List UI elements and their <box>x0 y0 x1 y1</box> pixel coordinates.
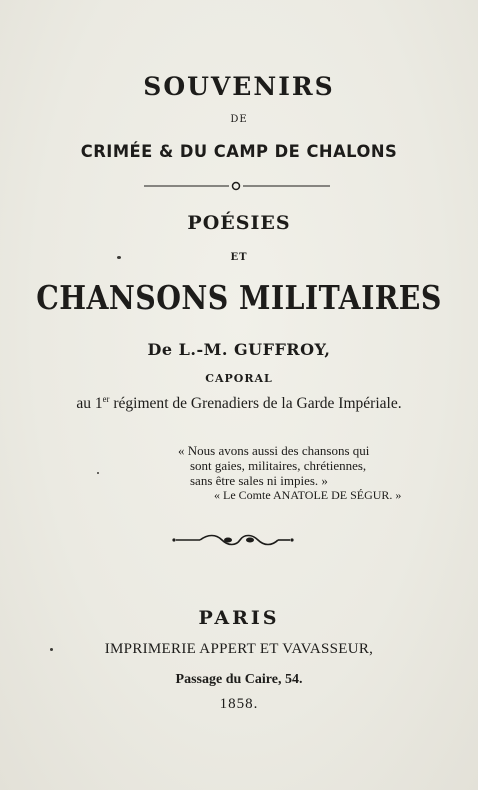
ink-speck <box>97 472 99 474</box>
title-crimee: CRIMÉE & DU CAMP DE CHALONS <box>80 142 398 162</box>
regiment-ordinal: er <box>102 394 110 404</box>
ink-speck <box>117 256 121 259</box>
epigraph-line-3: sans être sales ni impies. » <box>190 473 328 488</box>
epigraph-line-2: sont gaies, militaires, chrétiennes, <box>190 458 367 473</box>
ink-speck <box>50 648 53 651</box>
regiment-prefix: au 1 <box>76 395 103 412</box>
imprint-year: 1858. <box>219 696 259 712</box>
divider-rule-circle <box>0 177 478 196</box>
subtitle-et: ET <box>230 252 248 263</box>
title-souvenirs: SOUVENIRS <box>143 72 335 101</box>
title-de: DE <box>230 114 248 125</box>
subtitle-poesies: POÉSIES <box>187 212 291 234</box>
ornament-divider <box>0 532 478 552</box>
author-name: De L.-M. GUFFROY, <box>147 340 331 359</box>
author-rank: CAPORAL <box>205 372 273 385</box>
epigraph-attribution: « Le Comte ANATOLE DE SÉGUR. » <box>214 488 402 502</box>
regiment-rest: régiment de Grenadiers de la Garde Impériale. <box>109 395 402 412</box>
author-regiment <box>7 394 471 413</box>
subtitle-chansons: CHANSONS MILITAIRES <box>36 278 442 317</box>
imprint-printer: IMPRIMERIE APPERT ET VAVASSEUR, <box>104 641 374 657</box>
imprint-city: PARIS <box>198 607 280 629</box>
imprint-address: Passage du Caire, 54. <box>175 672 303 687</box>
epigraph-line-1: « Nous avons aussi des chansons qui <box>178 443 370 458</box>
